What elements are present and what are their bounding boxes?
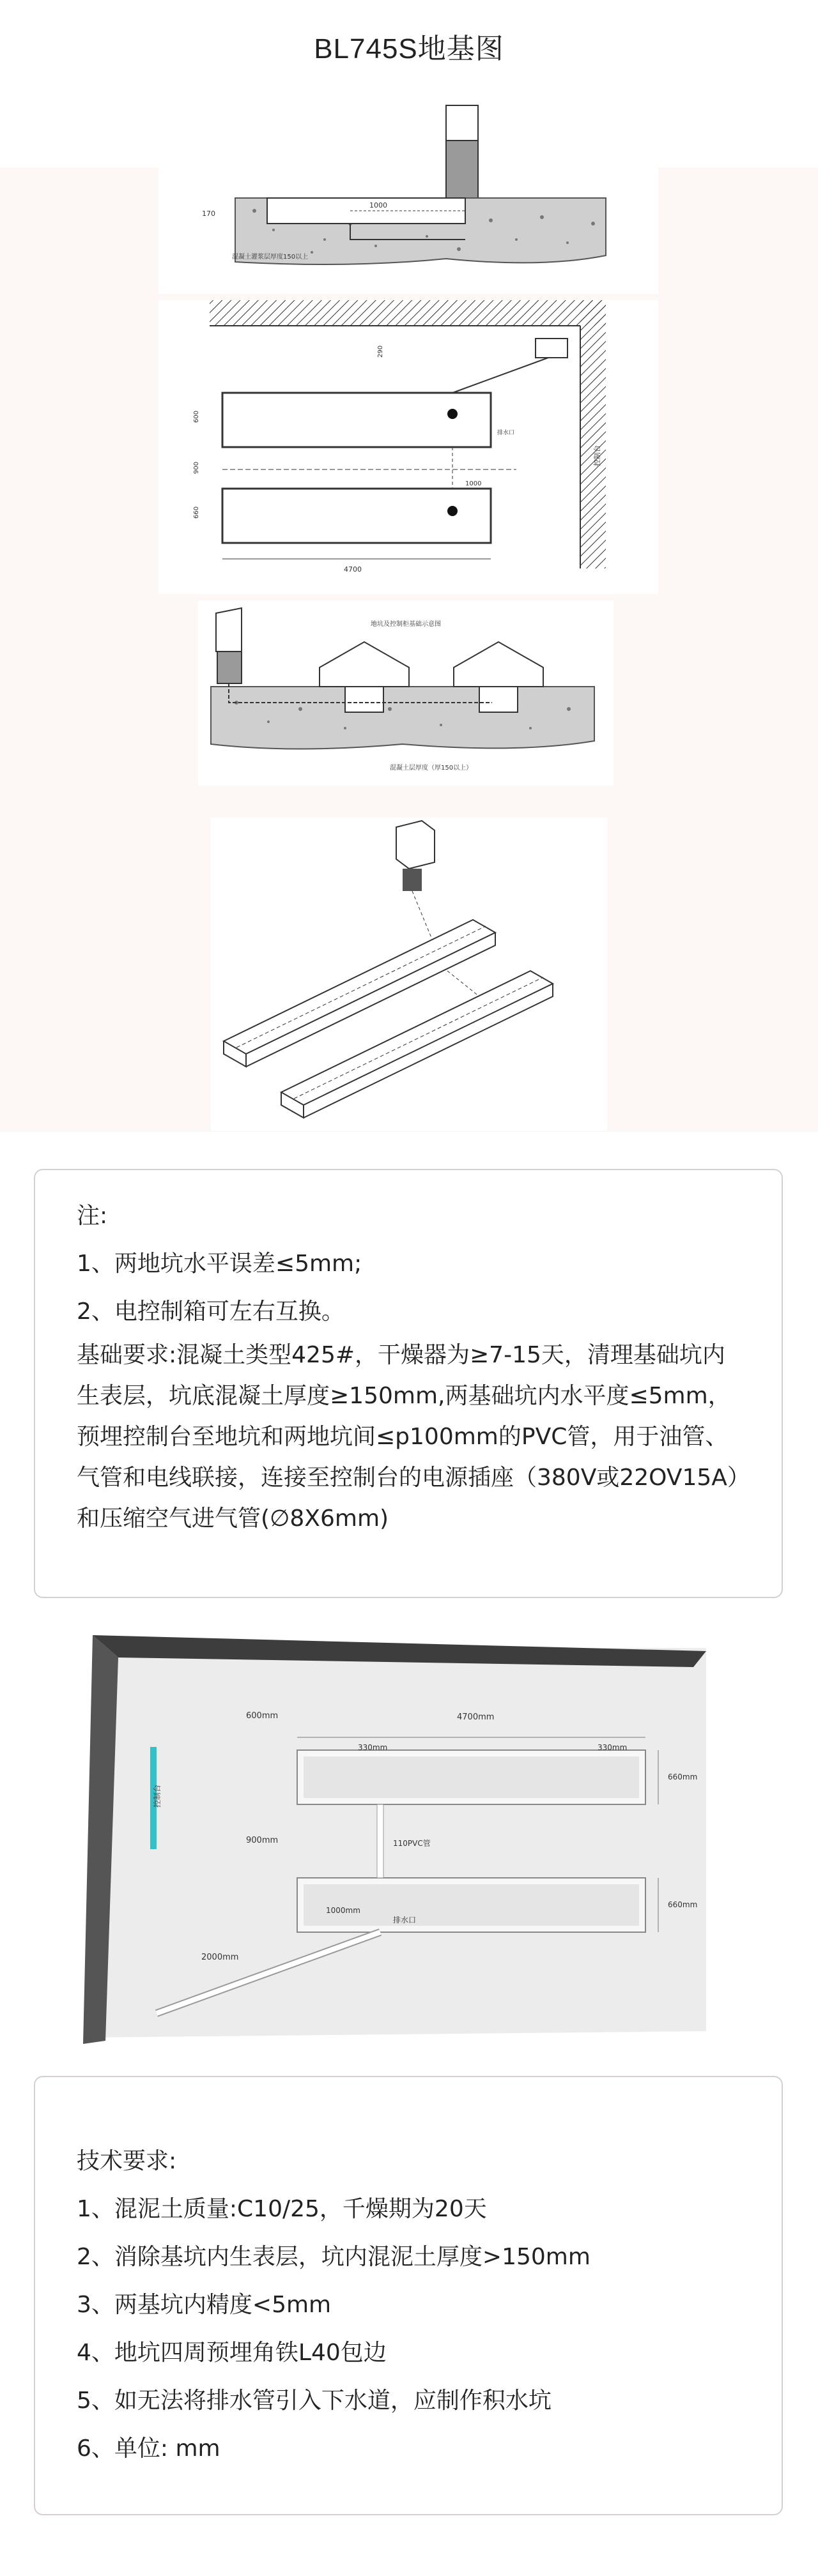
render-dim: 660mm — [668, 1900, 698, 1909]
dim-290: 290 — [377, 345, 384, 358]
tech-heading: 技术要求: — [77, 2148, 177, 2174]
label-control: 控制台 — [593, 445, 601, 466]
render-dim: 900mm — [246, 1836, 279, 1845]
notes-item: 1、两地坑水平误差≤5mm; — [77, 1251, 362, 1277]
render-dim: 330mm — [598, 1743, 628, 1752]
tech-item: 2、消除基坑内生表层，坑内混泥土厚度>150mm — [77, 2244, 590, 2270]
render-dim: 4700mm — [457, 1712, 495, 1722]
render-dim: 660mm — [668, 1772, 698, 1781]
render-wall-label: 控制台 — [153, 1784, 162, 1808]
dim-600: 600 — [193, 410, 200, 423]
notes-paragraph: 基础要求:混凝土类型425#，干燥器为≥7-15天，清理基础坑内生表层，坑底混凝土厚度≥150mm,两基础坑内水平度≤5mm，预埋控制台至地坑和两地坑间≤p100mm的PVC管，用于油管、气管和电线联接，连接至控制台的电源插座（380V或22OV15A）和压缩空气进气管(∅8X6mm) — [77, 1342, 739, 1532]
dim-4700: 4700 — [344, 565, 362, 574]
page-title: BL745S地基图 — [314, 33, 504, 65]
render-dim: 排水口 — [393, 1916, 417, 1924]
dim-660: 660 — [193, 506, 200, 519]
section-drawing-mid — [198, 600, 614, 786]
dim-1000: 1000 — [369, 201, 387, 210]
tech-item: 3、两基坑内精度<5mm — [77, 2292, 332, 2318]
section-note: 混凝土灌浆层厚度150以上 — [232, 254, 309, 261]
render-drawing — [35, 1622, 783, 2057]
tech-item: 6、单位: mm — [77, 2435, 220, 2462]
section-drawing-top — [158, 102, 658, 294]
isometric-drawing — [211, 818, 607, 1131]
plan-drawing — [158, 300, 658, 594]
label-mid-title: 地坑及控制柜基础示意图 — [371, 621, 441, 628]
tech-item: 4、地坑四周预埋角铁L40包边 — [77, 2340, 387, 2366]
notes-heading: 注: — [77, 1203, 108, 1229]
render-dim: 2000mm — [201, 1953, 239, 1962]
render-dim: 1000mm — [326, 1906, 360, 1915]
render-dim: 330mm — [358, 1743, 388, 1752]
dim-170: 170 — [202, 210, 215, 218]
tech-item: 5、如无法将排水管引入下水道，应制作积水坑 — [77, 2388, 552, 2414]
render-dim: 110PVC管 — [393, 1839, 431, 1848]
dim-1000: 1000 — [465, 480, 482, 487]
notes-item: 2、电控制箱可左右互换。 — [77, 1299, 344, 1325]
tech-item: 1、混泥土质量:C10/25，千燥期为20天 — [77, 2196, 487, 2222]
dim-900: 900 — [193, 461, 200, 474]
label-drain: 排水口 — [497, 430, 515, 436]
render-dim: 600mm — [246, 1711, 279, 1721]
label-mid-note: 混凝土层厚度（厚150以上） — [390, 765, 473, 772]
